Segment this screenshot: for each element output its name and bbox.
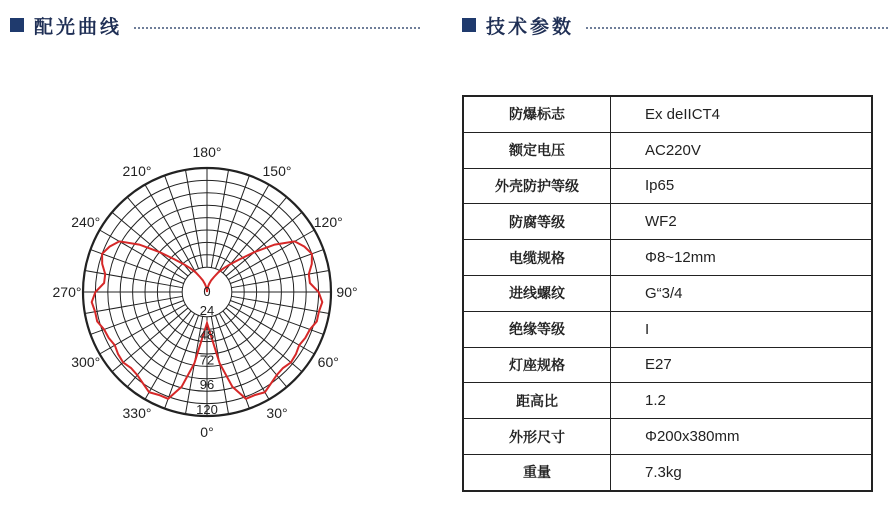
spec-row [463, 383, 872, 419]
radial-tick-label: 96 [199, 377, 215, 393]
spec-label: 距高比 [463, 383, 611, 419]
section-title-curve: 配光曲线 [34, 15, 123, 38]
grid-spoke [231, 270, 329, 287]
spec-value: E27 [611, 347, 873, 383]
spec-label: 额定电压 [463, 132, 611, 168]
radial-tick-label: 24 [199, 302, 215, 318]
square-bullet-icon [462, 18, 476, 32]
grid-spoke [165, 175, 199, 268]
angle-tick-label: 300° [71, 354, 101, 370]
spec-value: Ip65 [611, 168, 873, 204]
radial-tick-label: 0 [203, 284, 211, 299]
radial-tick-label: 120 [196, 402, 218, 417]
spec-label: 进线螺纹 [463, 275, 611, 311]
spec-value: WF2 [611, 204, 873, 240]
spec-label: 防腐等级 [463, 204, 611, 240]
section-header-params [462, 10, 888, 40]
spec-label: 绝缘等级 [463, 311, 611, 347]
spec-label: 灯座规格 [463, 347, 611, 383]
grid-spoke [215, 315, 249, 408]
spec-label: 外壳防护等级 [463, 168, 611, 204]
dotted-divider [134, 27, 420, 29]
spec-row [463, 204, 872, 240]
spec-value: AC220V [611, 132, 873, 168]
grid-spoke [215, 175, 249, 268]
radial-tick-label: 48 [199, 327, 215, 343]
spec-row [463, 132, 872, 168]
spec-label: 电缆规格 [463, 240, 611, 276]
angle-tick-label: 270° [52, 284, 82, 300]
angle-tick-label: 90° [336, 284, 358, 300]
square-bullet-icon [10, 18, 24, 32]
grid-spoke [211, 170, 228, 268]
spec-row [463, 454, 872, 490]
angle-tick-label: 210° [122, 162, 152, 179]
spec-value: 7.3kg [611, 454, 873, 490]
spec-row [463, 347, 872, 383]
radial-tick-label: 72 [199, 352, 215, 368]
spec-value: Ex deIICT4 [611, 96, 873, 132]
spec-value: I [611, 311, 873, 347]
spec-row [463, 311, 872, 347]
light-distribution-polar-chart [45, 130, 375, 450]
grid-spoke [85, 296, 183, 313]
section-header-curve [10, 10, 420, 40]
angle-tick-label: 120° [313, 214, 343, 230]
spec-row [463, 168, 872, 204]
spec-row [463, 96, 872, 132]
spec-row [463, 275, 872, 311]
spec-label: 重量 [463, 454, 611, 490]
angle-tick-label: 330° [122, 405, 152, 422]
section-title-params: 技术参数 [486, 15, 575, 38]
tech-spec-table [462, 95, 873, 492]
spec-value: G“3/4 [611, 275, 873, 311]
angle-tick-label: 240° [71, 214, 101, 230]
grid-spoke [231, 296, 329, 313]
grid-spoke [165, 315, 199, 408]
spec-value: Φ8~12mm [611, 240, 873, 276]
spec-row [463, 419, 872, 455]
angle-tick-label: 180° [192, 144, 222, 160]
angle-tick-label: 150° [262, 162, 292, 179]
angle-tick-label: 0° [200, 424, 214, 440]
spec-value: 1.2 [611, 383, 873, 419]
grid-spoke [185, 170, 202, 268]
grid-spoke [85, 270, 183, 287]
angle-tick-label: 30° [266, 405, 288, 422]
angle-tick-label: 60° [317, 354, 339, 370]
spec-value: Φ200x380mm [611, 419, 873, 455]
dotted-divider [586, 27, 888, 29]
spec-label: 外形尺寸 [463, 419, 611, 455]
spec-label: 防爆标志 [463, 96, 611, 132]
spec-row [463, 240, 872, 276]
